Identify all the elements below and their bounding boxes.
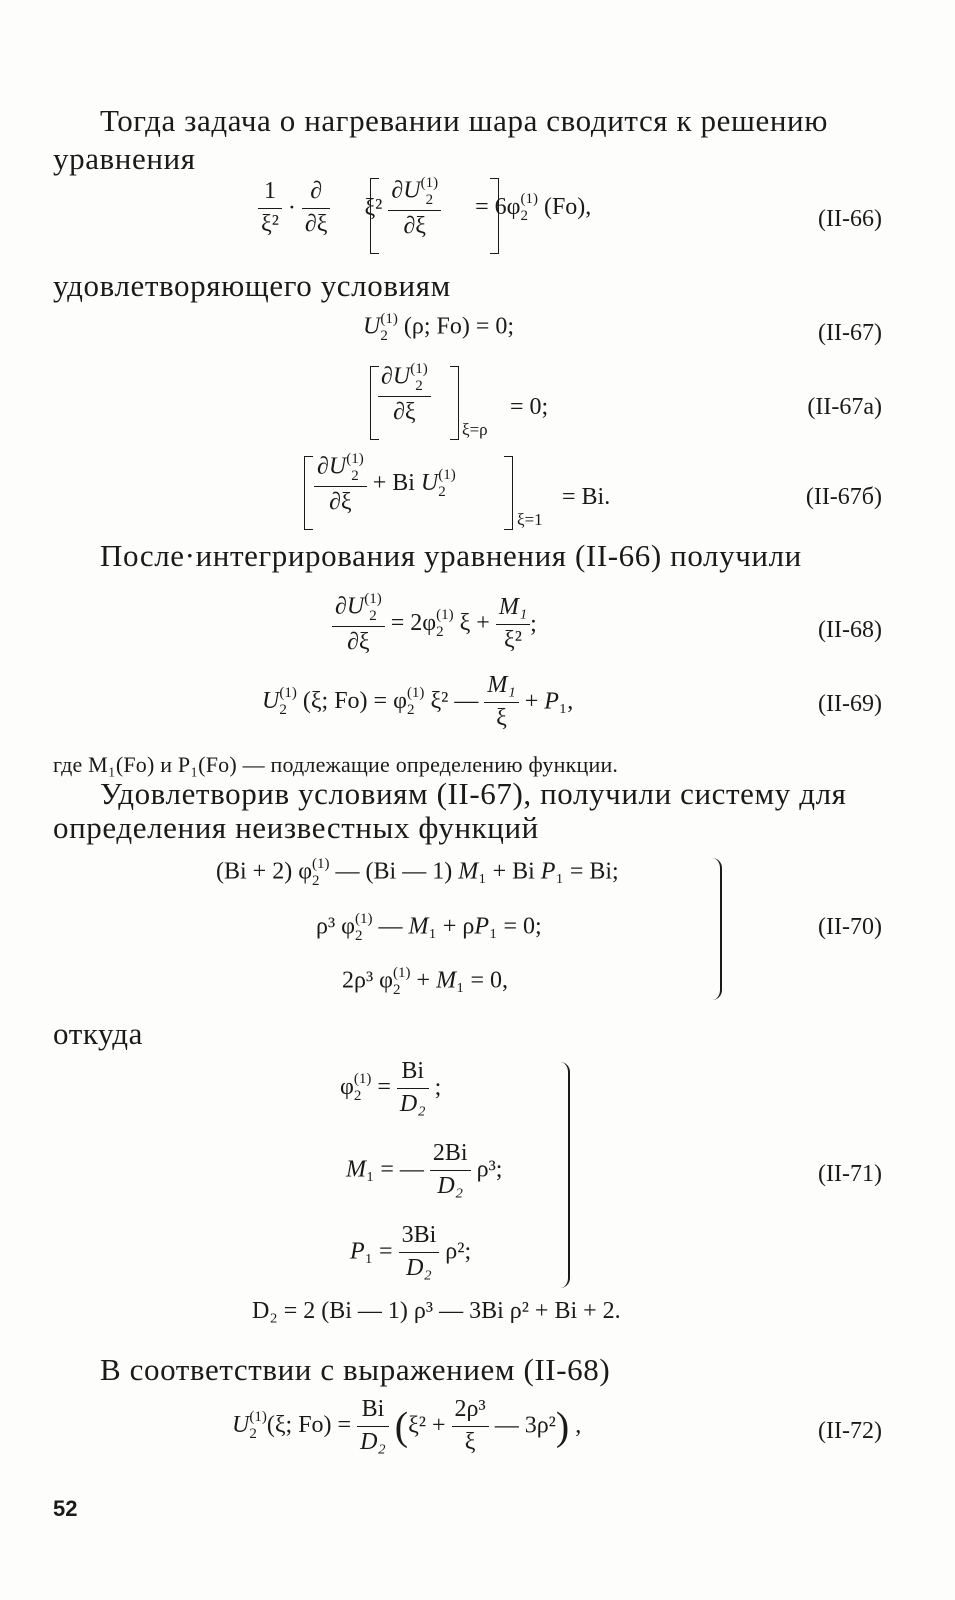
paragraph-intro-line1: Тогда задача о нагревании шара сводится к решению xyxy=(100,103,828,138)
equation-II-67: U (1) 2 (ρ; Fo) = 0; xyxy=(363,311,515,344)
equation-number: (II-69) xyxy=(818,691,882,717)
equation-number: (II-68) xyxy=(818,617,882,643)
equation-number: (II-67) xyxy=(818,320,882,346)
paragraph-integration: После·интегрирования уравнения (II-66) получили xyxy=(100,538,802,573)
equation-II-71-row3: P₁ = $\frac{3Bi}{\text{D₂}}$ ρ²; xyxy=(350,1222,472,1281)
equation-number: (II-70) xyxy=(818,914,882,940)
paragraph-whence: откуда xyxy=(53,1016,143,1051)
equation-number: (II-71) xyxy=(818,1161,882,1187)
equation-II-66: $\frac{1}{\text{ξ²}}$ · $\frac{\partial}{\partial\xi}$ ξ² ∂U (1) 2 ∂ξ = 6φ (1) 2 (Fo), xyxy=(258,176,591,256)
equation-number: (II-72) xyxy=(818,1418,882,1444)
equation-rhs: = Bi. xyxy=(562,484,611,510)
page-number: 52 xyxy=(53,1496,78,1521)
paragraph-intro-line2: уравнения xyxy=(53,141,196,176)
equation-rhs: = 0; xyxy=(510,394,549,420)
equation-II-72: U (1) 2 (ξ; Fo) = $\frac{Bi}{\text{D₂}}$ (ξ² + $\frac{\text{2ρ³}}{\xi}$ — 3ρ²) , xyxy=(232,1396,582,1455)
equation-II-68: ∂U (1) 2 ∂ξ = 2φ (1) 2 ξ + $\frac{\text{M₁}}{\text{ξ²}}$ ; xyxy=(332,592,537,672)
equation-II-71-row1: φ (1) 2 = $\frac{Bi}{\text{D₂}}$ ; xyxy=(340,1058,442,1117)
paragraph-accordance: В соответствии с выражением (II-68) xyxy=(100,1352,611,1387)
limit-subscript: ξ=ρ xyxy=(462,420,488,439)
equation-D2: D₂ = 2 (Bi — 1) ρ³ — 3Bi ρ² + Bi + 2. xyxy=(252,1298,621,1324)
equation-number: (II-67а) xyxy=(807,394,882,420)
equation-number: (II-66) xyxy=(818,206,882,232)
equation-II-67a: ∂U (1) 2 ∂ξ xyxy=(378,362,431,442)
bracket-left xyxy=(370,366,379,440)
equation-II-70-row1: (Bi + 2) φ (1) 2 — (Bi — 1) M₁ + Bi P₁ = Bi; xyxy=(216,856,619,889)
bracket-right xyxy=(504,456,513,530)
equation-II-71-row2: M₁ = — $\frac{2Bi}{\text{D₂}}$ ρ³; xyxy=(346,1140,503,1199)
bracket-right xyxy=(450,366,459,440)
bracket-right xyxy=(490,178,499,254)
limit-subscript: ξ=1 xyxy=(517,510,543,529)
right-brace xyxy=(710,858,722,1000)
equation-II-67b: ∂U (1) 2 ∂ξ + Bi U (1) 2 xyxy=(314,452,456,532)
equation-II-69: U (1) 2 (ξ; Fo) = φ (1) 2 ξ² — $\frac{\text{M₁}}{\xi}$ + P₁, xyxy=(262,672,574,731)
paragraph-satisfy-line1: Удовлетворив условиям (II-67), получили систему для xyxy=(100,776,847,811)
paragraph-where: где M₁(Fo) и P₁(Fo) — подлежащие определению функции. xyxy=(53,752,619,777)
equation-number: (II-67б) xyxy=(805,484,882,510)
paragraph-satisfy-line2: определения неизвестных функций xyxy=(53,810,539,845)
equation-II-70-row3: 2ρ³ φ (1) 2 + M₁ = 0, xyxy=(342,965,508,998)
paragraph-conditions: удовлетворяющего условиям xyxy=(53,268,451,303)
bracket-left xyxy=(304,456,313,530)
bracket-left xyxy=(370,178,379,254)
right-brace xyxy=(558,1062,570,1288)
equation-II-70-row2: ρ³ φ (1) 2 — M₁ + ρP₁ = 0; xyxy=(316,911,542,944)
